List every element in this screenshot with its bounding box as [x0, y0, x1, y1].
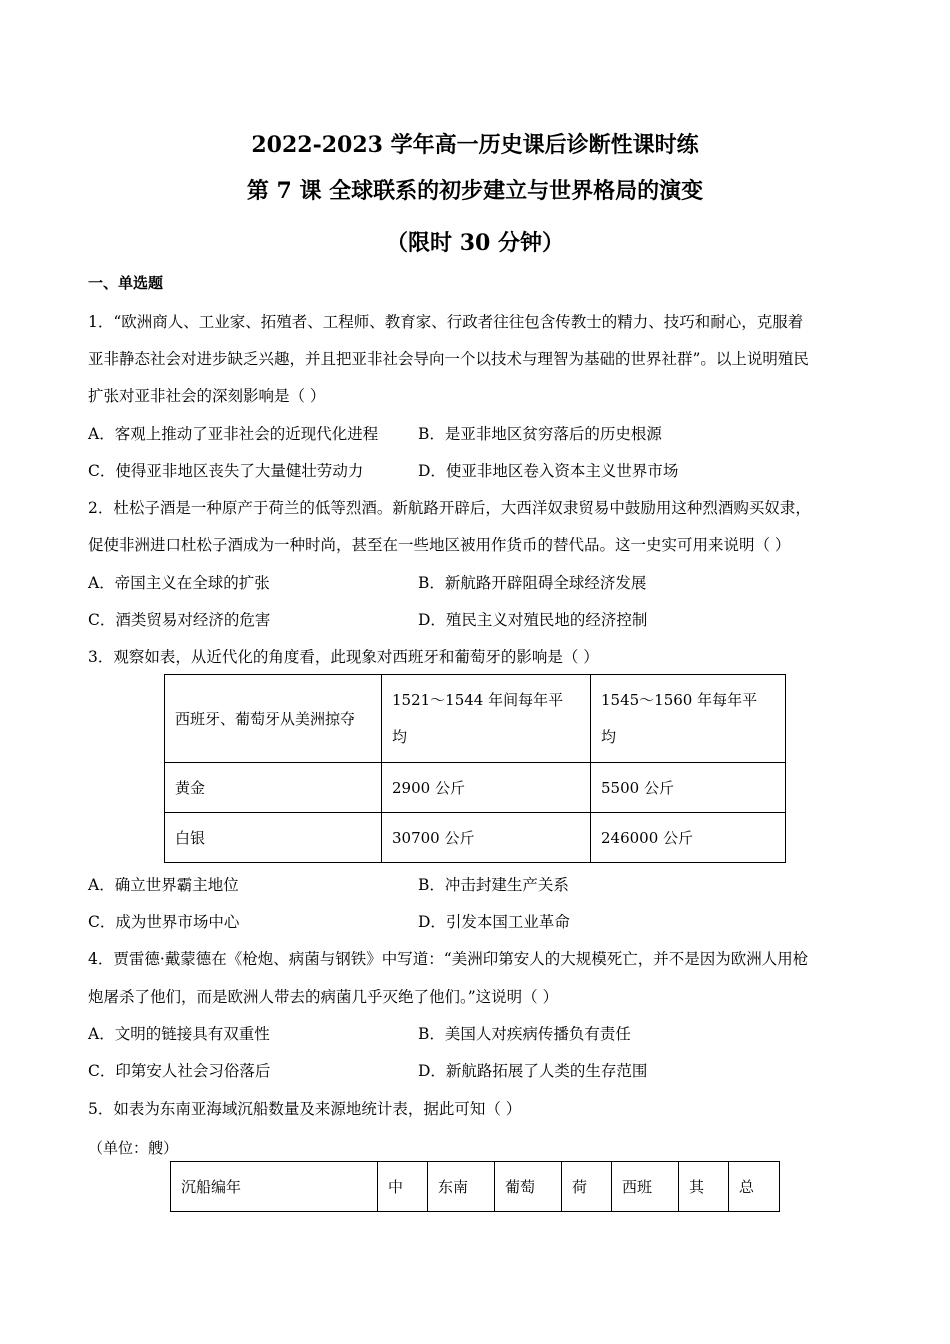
time-limit: （限时 30 分钟）: [386, 230, 564, 256]
q3-line1: 3．观察如表，从近代化的角度看，此现象对西班牙和葡萄牙的影响是（ ）: [88, 648, 599, 666]
q1-option-b[interactable]: B．是亚非地区贫穷落后的历史根源: [418, 425, 662, 443]
q3-option-c[interactable]: C．成为世界市场中心: [88, 913, 240, 931]
q5-header-china: 中: [378, 1162, 428, 1212]
q3-header-1545-1560: [591, 675, 786, 763]
q3-table: [164, 674, 786, 863]
q3-option-d[interactable]: D．引发本国工业革命: [418, 913, 570, 931]
q1-option-c[interactable]: C．使得亚非地区丧失了大量健壮劳动力: [88, 462, 364, 480]
q3-row-silver-1545: 246000 公斤: [591, 813, 786, 863]
q4-option-d[interactable]: D．新航路拓展了人类的生存范围: [418, 1062, 648, 1080]
q2-option-d[interactable]: D．殖民主义对殖民地的经济控制: [418, 611, 648, 629]
q4-option-b[interactable]: B．美国人对疾病传播负有责任: [418, 1025, 631, 1043]
q5-header-total: 总: [729, 1162, 780, 1212]
q1-option-d[interactable]: D．使亚非地区卷入资本主义世界市场: [418, 462, 679, 480]
q5-header-portugal: 葡萄: [495, 1162, 562, 1212]
q3-option-a[interactable]: A．确立世界霸主地位: [88, 876, 239, 894]
q5-header-other: 其: [679, 1162, 729, 1212]
q5-header-year: 沉船编年: [171, 1162, 378, 1212]
q3-row-gold-1521: 2900 公斤: [382, 763, 591, 813]
q1-line3: 扩张对亚非社会的深刻影响是（ ）: [88, 387, 326, 405]
lesson-title: 第 7 课 全球联系的初步建立与世界格局的演变: [246, 178, 704, 204]
q2-option-a[interactable]: A．帝国主义在全球的扩张: [88, 574, 270, 592]
q5-header-spain: 西班: [612, 1162, 679, 1212]
section-heading: 一、单选题: [88, 274, 164, 292]
q4-option-a[interactable]: A．文明的链接具有双重性: [88, 1025, 270, 1043]
q2-option-b[interactable]: B．新航路开辟阻碍全球经济发展: [418, 574, 647, 592]
q3-header-1521-1544: [382, 675, 591, 763]
q3-row-gold-label: 黄金: [165, 763, 382, 813]
q5-table: [170, 1161, 780, 1212]
q3-header-1545-1560-line2: 均: [601, 727, 617, 746]
q1-option-a[interactable]: A．客观上推动了亚非社会的近现代化进程: [88, 425, 379, 443]
q3-header-plunder: 西班牙、葡萄牙从美洲掠夺: [165, 675, 382, 763]
q3-row-silver-1521: 30700 公斤: [382, 813, 591, 863]
q3-header-1521-1544-line1: 1521～1544 年间每年平: [392, 690, 564, 709]
q2-line1: 2．杜松子酒是一种原产于荷兰的低等烈酒。新航路开辟后，大西洋奴隶贸易中鼓励用这种烈酒购买奴隶，: [88, 499, 811, 517]
q5-unit-note: （单位：艘）: [88, 1139, 179, 1157]
q3-header-1545-1560-line1: 1545～1560 年每年平: [601, 690, 758, 709]
q3-row-gold-1545: 5500 公斤: [591, 763, 786, 813]
page-title: 2022-2023 学年高一历史课后诊断性课时练: [251, 132, 699, 158]
q2-line2: 促使非洲进口杜松子酒成为一种时尚，甚至在一些地区被用作货币的替代品。这一史实可用来说明（ ）: [88, 536, 791, 554]
q4-line2: 炮屠杀了他们，而是欧洲人带去的病菌几乎灭绝了他们。”这说明（ ）: [88, 988, 559, 1006]
q4-option-c[interactable]: C．印第安人社会习俗落后: [88, 1062, 271, 1080]
q3-option-b[interactable]: B．冲击封建生产关系: [418, 876, 569, 894]
q5-line1: 5．如表为东南亚海域沉船数量及来源地统计表，据此可知（ ）: [88, 1100, 522, 1118]
q5-header-netherlands: 荷: [562, 1162, 612, 1212]
q3-header-1521-1544-line2: 均: [392, 727, 408, 746]
q3-row-silver-label: 白银: [165, 813, 382, 863]
q1-line2: 亚非静态社会对进步缺乏兴趣，并且把亚非社会导向一个以技术与理智为基础的世界社群”。以上说明殖民: [88, 350, 809, 368]
q5-header-southeast: 东南: [428, 1162, 495, 1212]
q2-option-c[interactable]: C．酒类贸易对经济的危害: [88, 611, 271, 629]
q1-line1: 1．“欧洲商人、工业家、拓殖者、工程师、教育家、行政者往往包含传教士的精力、技巧和耐心，克服着: [88, 313, 804, 331]
q4-line1: 4．贾雷德·戴蒙德在《枪炮、病菌与钢铁》中写道：“美洲印第安人的大规模死亡，并不是因为欧洲人用枪: [88, 950, 809, 968]
